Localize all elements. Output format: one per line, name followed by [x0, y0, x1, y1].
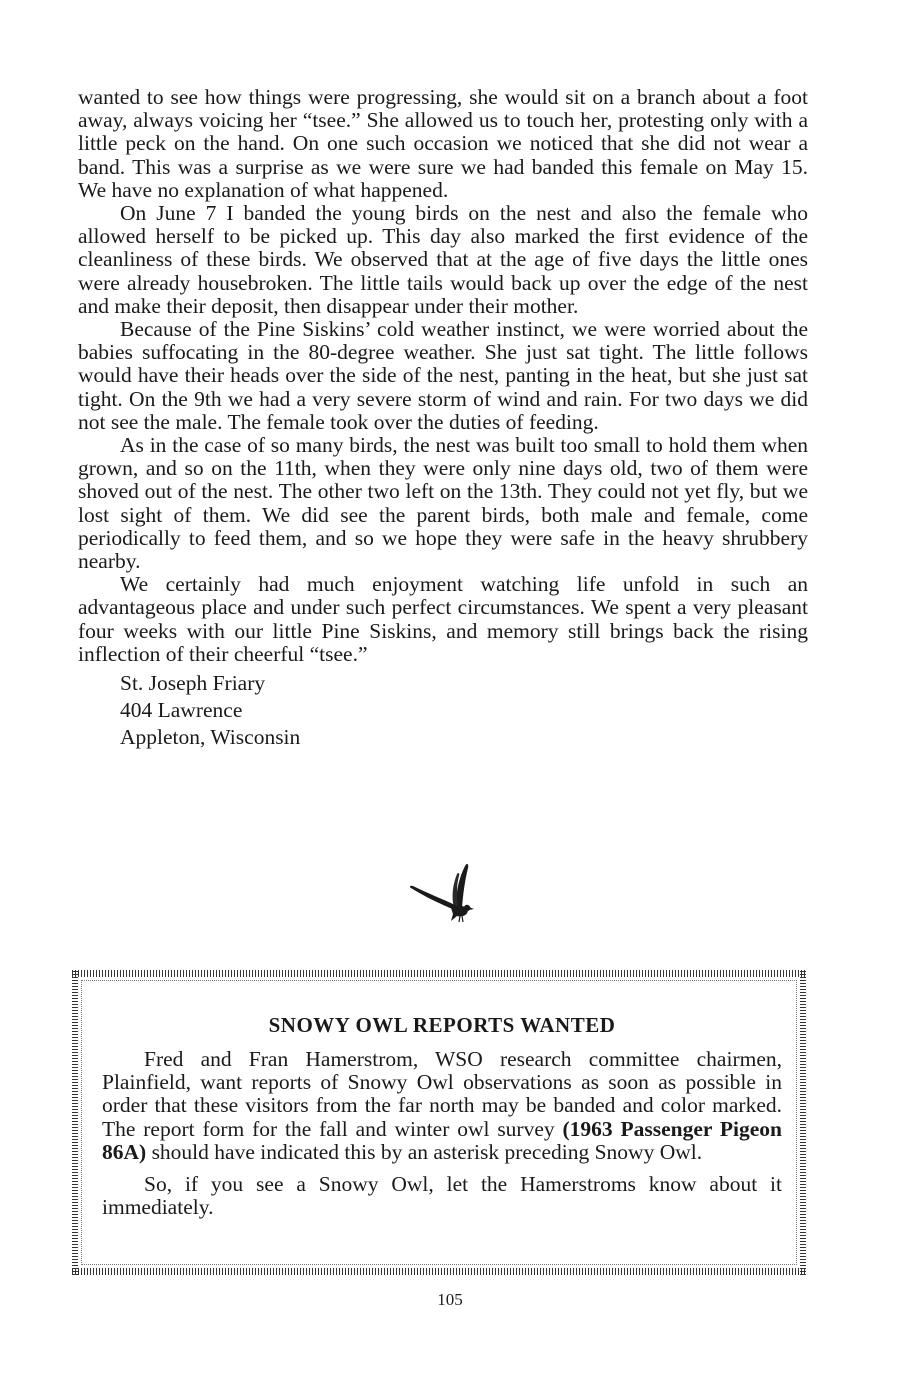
body-paragraph-4: As in the case of so many birds, the nest was built too small to hold them when grown, and so on the 11th, when they were only nine days old, two of them were shoved out of the nest. The other two left on the 13th. They could not yet fly, but we lost sight of them. We did see the parent birds, both male and female, come periodically to feed them, and so we hope they were safe in the heavy shrubbery nearby. [78, 433, 808, 574]
gull-ornament-icon [405, 858, 485, 928]
snowy-owl-notice-box [72, 970, 806, 1275]
signature-city: Appleton, Wisconsin [120, 725, 301, 750]
signature-block [78, 670, 808, 751]
body-paragraph-2: On June 7 I banded the young birds on the nest and also the female who allowed herself to be picked up. This day also marked the first evidence of the cleanliness of these birds. We observed that at the age of five days the little ones were already housebroken. The little tails would back up over the edge of the nest and make their deposit, then disappear under their mother. [78, 201, 808, 318]
notice-paragraph-2: So, if you see a Snowy Owl, let the Hamerstroms know about it immediately. [102, 1172, 782, 1220]
notice-paragraph-1 [102, 1048, 782, 1164]
notice-content [102, 1013, 782, 1219]
signature-name: St. Joseph Friary [120, 671, 266, 696]
body-paragraph-1: wanted to see how things were progressing, she would sit on a branch about a foot away, always voicing her “tsee.” She allowed us to touch her, protesting only with a little peck on the hand. On one such occasion we noticed that she did not wear a band. This was a surprise as we were sure we had banded this female on May 15. We have no explanation of what happened. [78, 85, 808, 202]
notice-paragraph-1-end: should have indicated this by an asterisk preceding Snowy Owl. [146, 1139, 703, 1164]
notice-paragraph-1-start: Fred and Fran Hamerstrom, WSO research committee chairmen, Plainfield, want reports of Snowy Owl observations as soon as possible in order that these visitors from the far north may be banded and color marked. The report form for the fall and winter owl survey [102, 1047, 782, 1141]
notice-title: SNOWY OWL REPORTS WANTED [268, 1013, 616, 1037]
page-number: 105 [437, 1290, 463, 1309]
signature-street: 404 Lawrence [120, 698, 243, 723]
article-body [78, 86, 808, 751]
body-paragraph-5: We certainly had much enjoyment watching life unfold in such an advantageous place and under such perfect circumstances. We spent a very pleasant four weeks with our little Pine Siskins, and memory still brings back the rising inflection of their cheerful “tsee.” [78, 572, 808, 666]
notice-citation: (1963 Passenger Pigeon 86A) [102, 1116, 782, 1164]
body-paragraph-3: Because of the Pine Siskins’ cold weather instinct, we were worried about the babies suffocating in the 80-degree weather. She just sat tight. The little follows would have their heads over the side of the nest, panting in the heat, but she just sat tight. On the 9th we had a very severe storm of wind and rain. For two days we did not see the male. The female took over the duties of feeding. [78, 317, 808, 434]
